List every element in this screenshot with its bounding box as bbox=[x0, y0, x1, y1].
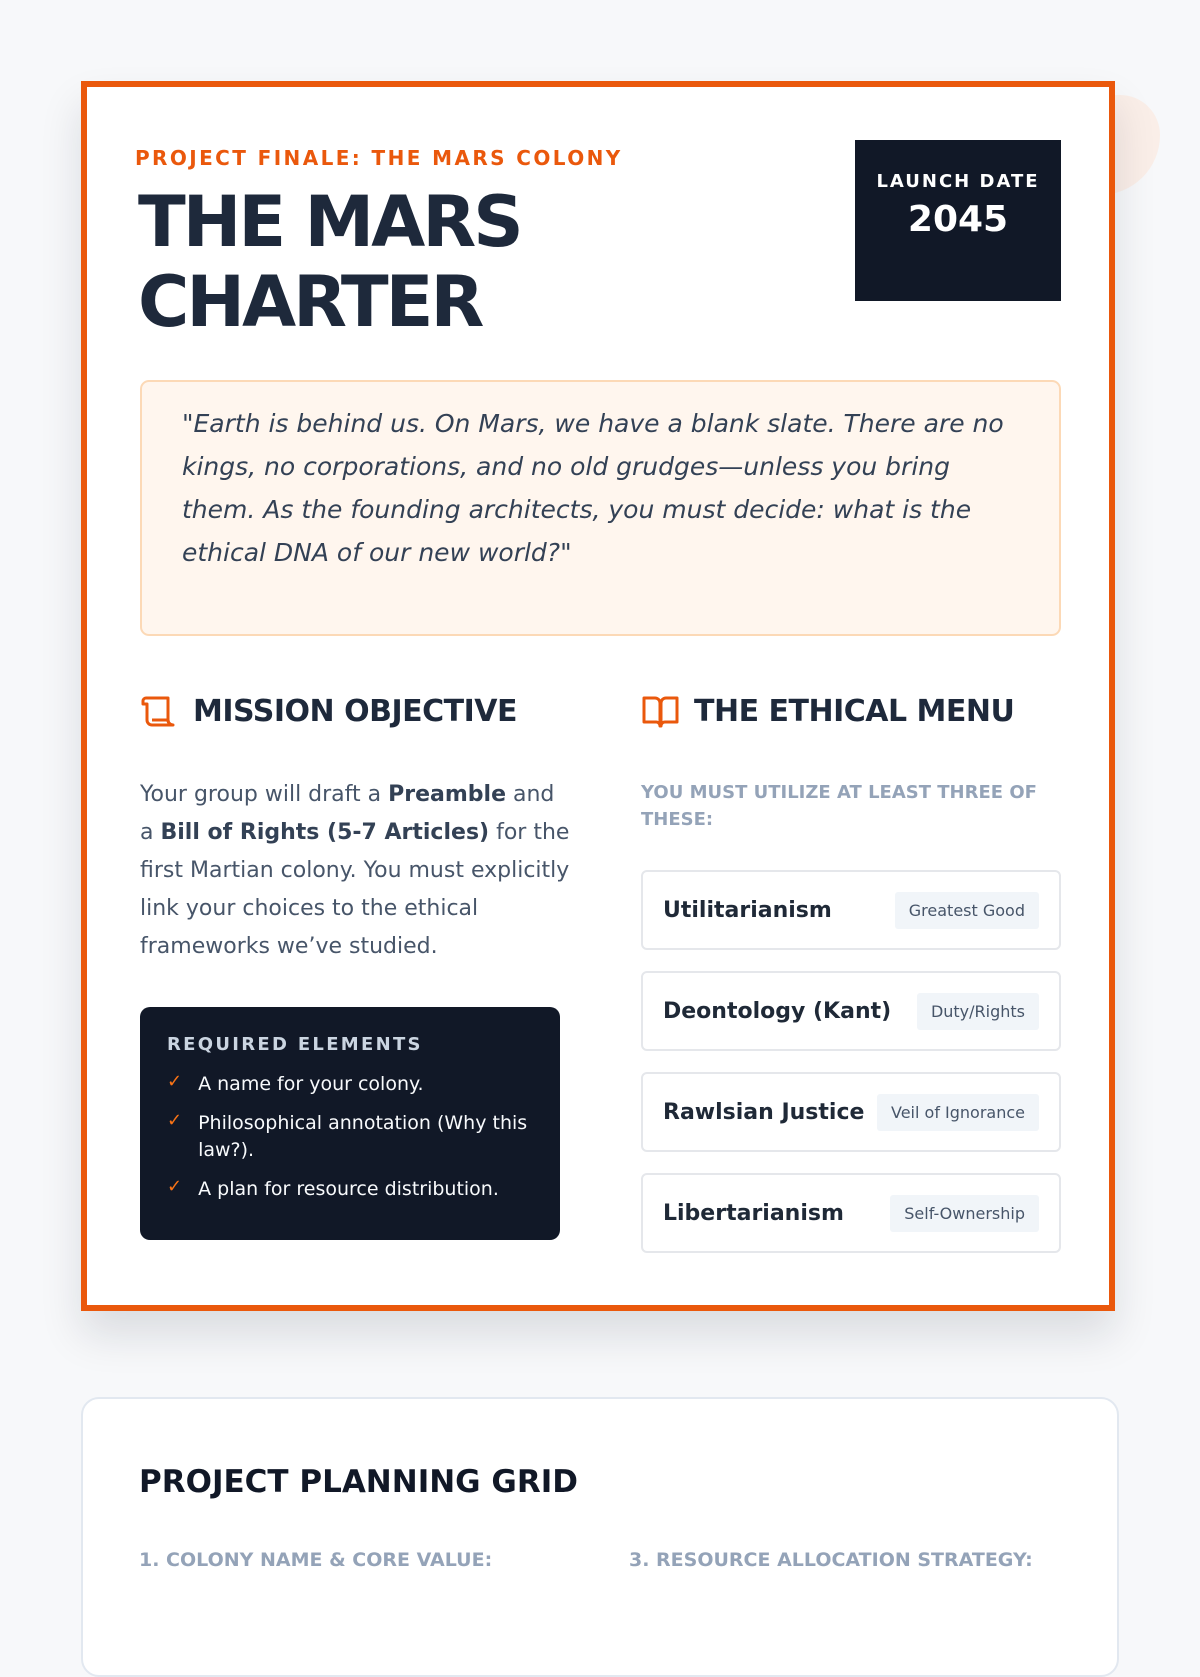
launch-date-badge bbox=[855, 140, 1061, 301]
planning-grid-title: PROJECT PLANNING GRID bbox=[139, 1464, 578, 1500]
ethical-menu-list bbox=[641, 870, 1061, 1274]
required-element-item: ✓ Philosophical annotation (Why this law?). bbox=[167, 1110, 533, 1164]
ethical-framework-item: Rawlsian Justice Veil of Ignorance bbox=[641, 1072, 1061, 1152]
check-icon: ✓ bbox=[167, 1071, 183, 1092]
required-elements-title: REQUIRED ELEMENTS bbox=[167, 1034, 423, 1055]
resource-allocation-strategy-label: 3. RESOURCE ALLOCATION STRATEGY: bbox=[629, 1549, 1033, 1571]
project-planning-grid bbox=[81, 1397, 1119, 1677]
check-icon: ✓ bbox=[167, 1176, 183, 1197]
required-element-item: ✓ A name for your colony. bbox=[167, 1071, 533, 1098]
mission-description: Your group will draft a Preamble and a Bill of Rights (5-7 Articles) for the first Martian colony. You must explicitly link your choices to the ethical frameworks we’ve studied. bbox=[140, 782, 570, 959]
mission-quote: "Earth is behind us. On Mars, we have a blank slate. There are no kings, no corporations, and no old grudges—unless you bring them. As the founding architects, you must decide: what is the ethical DNA of our new world?" bbox=[140, 380, 1061, 636]
check-icon: ✓ bbox=[167, 1110, 183, 1131]
required-elements-box bbox=[140, 1007, 560, 1240]
launch-year: 2045 bbox=[907, 199, 1009, 240]
framework-tag: Veil of Ignorance bbox=[877, 1094, 1039, 1131]
ethical-menu-subtitle: YOU MUST UTILIZE AT LEAST THREE OF THESE: bbox=[641, 782, 1037, 830]
launch-date-label: LAUNCH DATE bbox=[876, 171, 1040, 192]
scroll-icon bbox=[140, 693, 179, 729]
mission-objective-heading bbox=[140, 693, 517, 729]
mission-heading-text: MISSION OBJECTIVE bbox=[193, 693, 517, 729]
framework-tag: Duty/Rights bbox=[917, 993, 1039, 1030]
required-element-item: ✓ A plan for resource distribution. bbox=[167, 1176, 533, 1203]
page-title: THE MARS CHARTER bbox=[138, 181, 521, 343]
framework-tag: Self-Ownership bbox=[890, 1195, 1039, 1232]
book-icon bbox=[641, 693, 680, 729]
project-kicker: PROJECT FINALE: THE MARS COLONY bbox=[135, 146, 623, 170]
ethical-framework-item: Deontology (Kant) Duty/Rights bbox=[641, 971, 1061, 1051]
colony-name-core-value-label: 1. COLONY NAME & CORE VALUE: bbox=[139, 1549, 493, 1571]
framework-tag: Greatest Good bbox=[895, 892, 1039, 929]
ethical-framework-item: Libertarianism Self-Ownership bbox=[641, 1173, 1061, 1253]
ethical-framework-item: Utilitarianism Greatest Good bbox=[641, 870, 1061, 950]
ethical-menu-heading-text: THE ETHICAL MENU bbox=[694, 693, 1015, 729]
ethical-menu-heading bbox=[641, 693, 1014, 729]
required-elements-list bbox=[167, 1071, 533, 1203]
